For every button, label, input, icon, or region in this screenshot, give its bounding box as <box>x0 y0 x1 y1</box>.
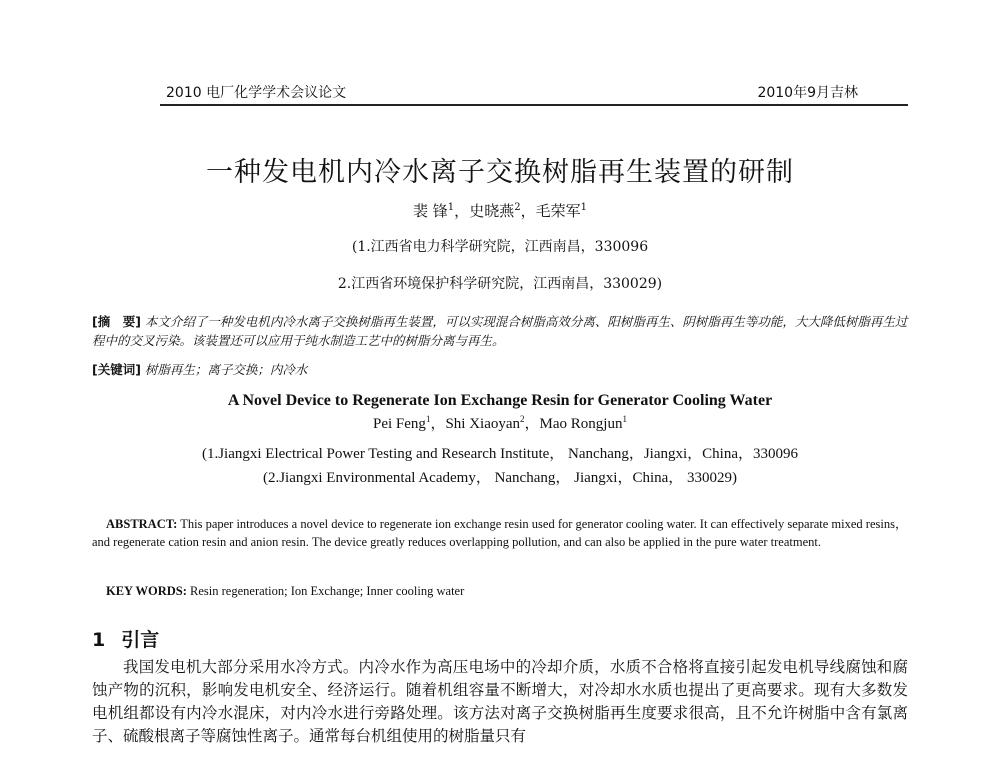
author-separator: ， <box>524 416 540 432</box>
affiliation-cn-1: (1.江西省电力科学研究院，江西南昌，330096 <box>351 239 649 255</box>
keywords-cn-label: [关键词] <box>92 362 141 377</box>
author-3-en: Mao Rongjun <box>539 416 623 432</box>
abstract-cn-text: 本文介绍了一种发电机内冷水离子交换树脂再生装置，可以实现混合树脂高效分离、阳树脂再生、阴树脂再生等功能，大大降低树脂再生过程中的交叉污染。该装置还可以应用于纯水制造工艺中的树脂分离与再生。 <box>92 314 908 348</box>
author-separator: ， <box>454 202 470 220</box>
header-date-location: 2010年9月吉林 <box>757 85 858 101</box>
author-2-en: Shi Xiaoyan <box>445 416 521 432</box>
keywords-en-text: Resin regeneration; Ion Exchange; Inner cooling water <box>190 584 465 598</box>
author-2-en-aff: 2 <box>520 414 525 424</box>
keywords-en <box>106 584 464 599</box>
authors-cn <box>0 200 1000 221</box>
keywords-en-label: KEY WORDS: <box>106 584 187 598</box>
abstract-cn-label: [摘 要] <box>92 314 141 329</box>
author-1-en: Pei Feng <box>373 416 426 432</box>
keywords-cn-text: 树脂再生；离子交换；内冷水 <box>144 362 308 377</box>
author-2-cn-aff: 2 <box>514 202 521 213</box>
header-conference: 2010 电厂化学学术会议论文 <box>166 85 347 101</box>
paper-title-cn: 一种发电机内冷水离子交换树脂再生装置的研制 <box>206 157 794 188</box>
affiliation-en-2: (2.Jiangxi Environmental Academy， Nanchang， Jiangxi，China， 330029) <box>262 470 738 486</box>
author-1-cn-aff: 1 <box>447 202 455 213</box>
authors-en <box>0 412 1000 433</box>
author-3-cn-aff: 1 <box>580 202 587 213</box>
abstract-en-text: This paper introduces a novel device to regenerate ion exchange resin used for generator cooling water. It can effectively separate mixed resins， and regenerate cation resin and anion resin. The device greatly reduces overlapping pollution, and can also be applied in the pure water treatment. <box>92 517 908 549</box>
paper-title-en: A Novel Device to Regenerate Ion Exchange Resin for Generator Cooling Water <box>227 392 773 409</box>
section-title: 引言 <box>121 629 160 651</box>
abstract-en <box>92 515 908 551</box>
author-separator: ， <box>520 202 536 220</box>
author-3-cn: 毛荣军 <box>535 202 581 220</box>
author-separator: ， <box>430 416 446 432</box>
section-number: 1 <box>92 629 106 651</box>
body-paragraph: 我国发电机大部分采用水冷方式。内冷水作为高压电场中的冷却介质，水质不合格将直接引起发电机导线腐蚀和腐蚀产物的沉积，影响发电机安全、经济运行。随着机组容量不断增大，对冷却水水质也提出了更高要求。现有大多数发电机组都设有内冷水混床，对内冷水进行旁路处理。该方法对离子交换树脂再生度要求很高，且不允许树脂中含有氯离子、硫酸根离子等腐蚀性离子。通常每台机组使用的树脂量只有 <box>92 658 908 745</box>
author-2-cn: 史晓燕 <box>469 202 515 220</box>
abstract-cn <box>92 312 908 350</box>
author-1-cn: 裴 锋 <box>413 202 448 220</box>
keywords-cn <box>92 360 307 378</box>
abstract-en-label: ABSTRACT: <box>106 517 178 531</box>
affiliation-en-1: (1.Jiangxi Electrical Power Testing and Research Institute， Nanchang，Jiangxi，China，330096 <box>201 446 799 462</box>
running-header <box>160 80 908 106</box>
section-heading-intro <box>92 625 159 652</box>
author-1-en-aff: 1 <box>425 414 431 424</box>
author-3-en-aff: 1 <box>622 414 627 424</box>
affiliation-cn-2: 2.江西省环境保护科学研究院，江西南昌，330029) <box>337 276 663 292</box>
